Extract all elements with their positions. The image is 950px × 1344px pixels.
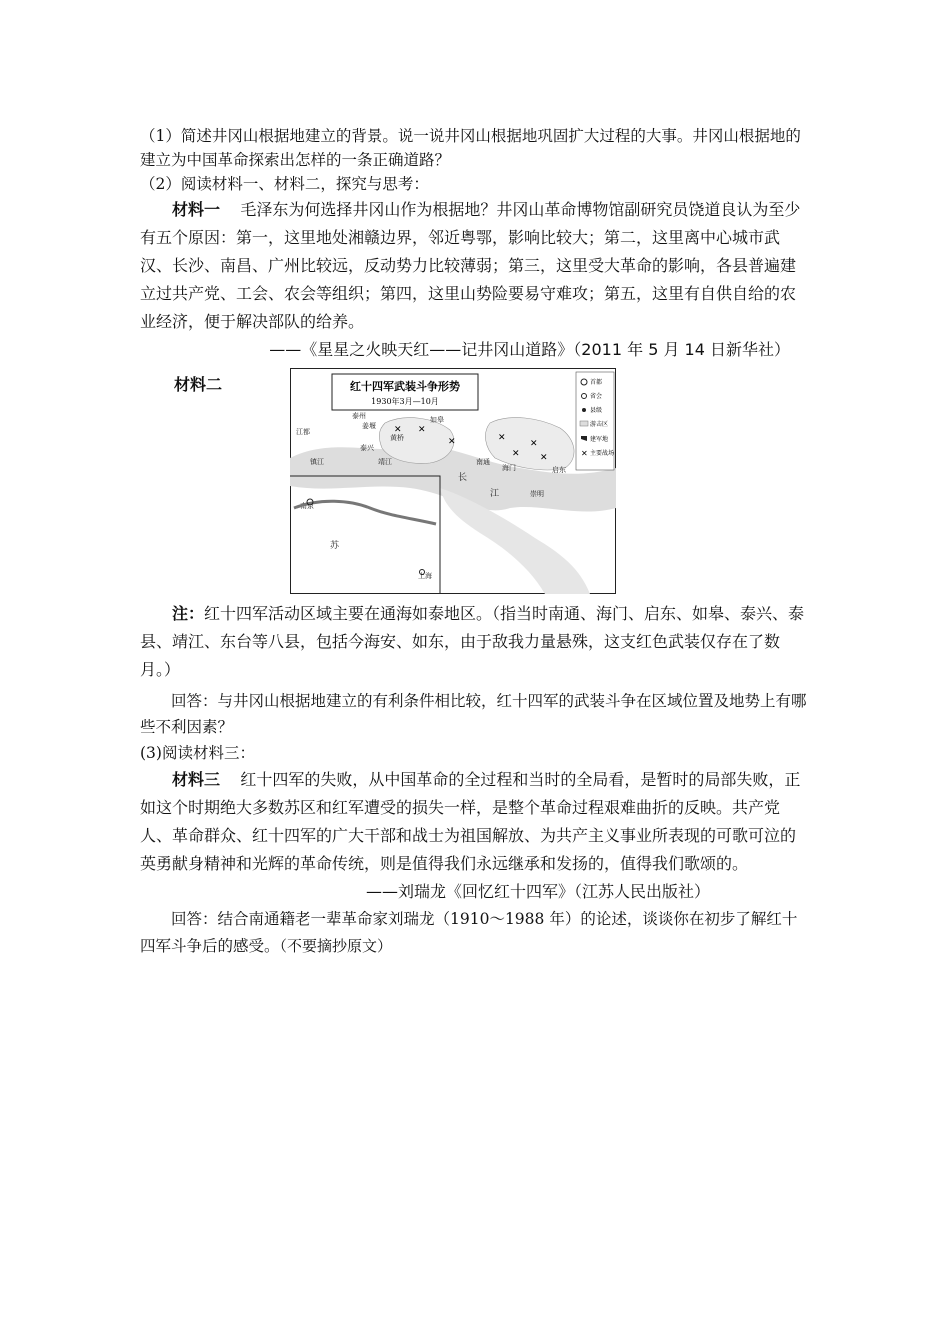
place-label: 启东: [552, 466, 566, 474]
material-1-text: 毛泽东为何选择井冈山作为根据地？井冈山革命博物馆副研究员饶道良认为至少有五个原因：第一，这里地处湘赣边界，邻近粤鄂，影响比较大；第二，这里离中心城市武汉、长沙、南昌、广州比较远，反动势力比较薄弱；第三，这里受大革命的影响，各县普遍建立过共产党、工会、农会等组织；第四，这里山势险要易守难攻；第五，这里有自供自给的农业经济，便于解决部队的给养。: [140, 200, 801, 331]
legend-capital: 首都: [590, 379, 603, 386]
map-title: 红十四军武装斗争形势: [350, 380, 460, 393]
place-label: 南京: [300, 502, 314, 510]
legend-county-icon: [582, 408, 586, 412]
red-14th-army-map: [290, 368, 616, 594]
answer-3-text: 回答：结合南通籍老一辈革命家刘瑞龙（1910～1988 年）的论述，谈谈你在初步了解红十四军斗争后的感受。: [140, 910, 798, 955]
legend-base: 建军地: [590, 436, 609, 443]
place-label: 黄桥: [390, 434, 404, 442]
place-label: 如皋: [430, 416, 444, 424]
question-3-intro: (3)阅读材料三：: [140, 744, 255, 762]
legend-guerrilla-icon: [580, 421, 588, 426]
place-label: 南通: [476, 458, 490, 466]
legend-battle: 主要战场: [590, 450, 615, 457]
document-page: [140, 124, 810, 960]
material-1-label: 材料一: [172, 200, 221, 219]
legend-battle-icon: ✕: [581, 449, 588, 458]
place-label: 泰州: [352, 412, 366, 420]
place-label: 姜堰: [362, 422, 376, 430]
battle-mark: ✕: [512, 449, 520, 459]
legend-province: 省会: [590, 393, 603, 400]
battle-mark: ✕: [498, 433, 506, 443]
legend-guerrilla: 游击区: [590, 421, 609, 428]
place-label: 泰兴: [360, 444, 374, 452]
place-label: 崇明: [530, 490, 544, 498]
material-2-note-label: 注：: [172, 604, 205, 623]
map-subtitle: 1930年3月—10月: [371, 397, 439, 406]
material-3-text: 红十四军的失败，从中国革命的全过程和当时的全局看，是暂时的局部失败，正如这个时期绝大多数苏区和红军遭受的损失一样，是整个革命过程艰难曲折的反映。共产党人、革命群众、红十四军的广大干部和战士为祖国解放、为共产主义事业所表现的可歌可泣的英勇献身精神和光辉的革命传统，则是值得我们永远继承和发扬的，值得我们歌颂的。: [140, 770, 801, 873]
place-label: 上海: [418, 572, 432, 580]
battle-mark: ✕: [540, 453, 548, 463]
battle-mark: ✕: [530, 439, 538, 449]
material-3-label: 材料三: [172, 770, 221, 789]
answer-3-note: （不要摘抄原文）: [279, 937, 393, 955]
battle-mark: ✕: [394, 425, 402, 435]
material-3-source: ——刘瑞龙《回忆红十四军》（江苏人民出版社）: [365, 882, 710, 901]
place-label: 长: [458, 473, 468, 483]
question-2-intro: （2）阅读材料一、材料二，探究与思考：: [140, 175, 429, 193]
place-label: 海门: [502, 464, 516, 472]
answer-2: 回答：与井冈山根据地建立的有利条件相比较，红十四军的武装斗争在区域位置及地势上有哪些不利因素？: [140, 692, 807, 736]
material-2-note-text: 红十四军活动区域主要在通海如泰地区。（指当时南通、海门、启东、如皋、泰兴、泰县、靖江、东台等八县，包括今海安、如东，由于敌我力量悬殊，这支红色武装仅存在了数月。）: [140, 604, 805, 679]
material-1-source: ——《星星之火映天红——记井冈山道路》（2011 年 5 月 14 日新华社）: [269, 340, 790, 359]
material-2-block: [140, 368, 810, 600]
place-label: 苏: [330, 541, 340, 551]
battle-mark: ✕: [448, 437, 456, 447]
place-label: 镇江: [310, 458, 324, 466]
place-label: 江: [490, 489, 500, 499]
place-label: 江都: [296, 428, 310, 436]
question-1: （1）简述井冈山根据地建立的背景。说一说井冈山根据地巩固扩大过程的大事。井冈山根据地的建立为中国革命探索出怎样的一条正确道路？: [140, 127, 801, 169]
material-1: [140, 196, 810, 336]
material-2-label: 材料二: [174, 375, 223, 394]
answer-3: [140, 906, 810, 960]
battle-mark: ✕: [418, 425, 426, 435]
material-2-note: [140, 600, 810, 684]
place-label: 靖江: [378, 458, 392, 466]
material-3: [140, 766, 810, 878]
legend-county: 县级: [590, 407, 603, 414]
